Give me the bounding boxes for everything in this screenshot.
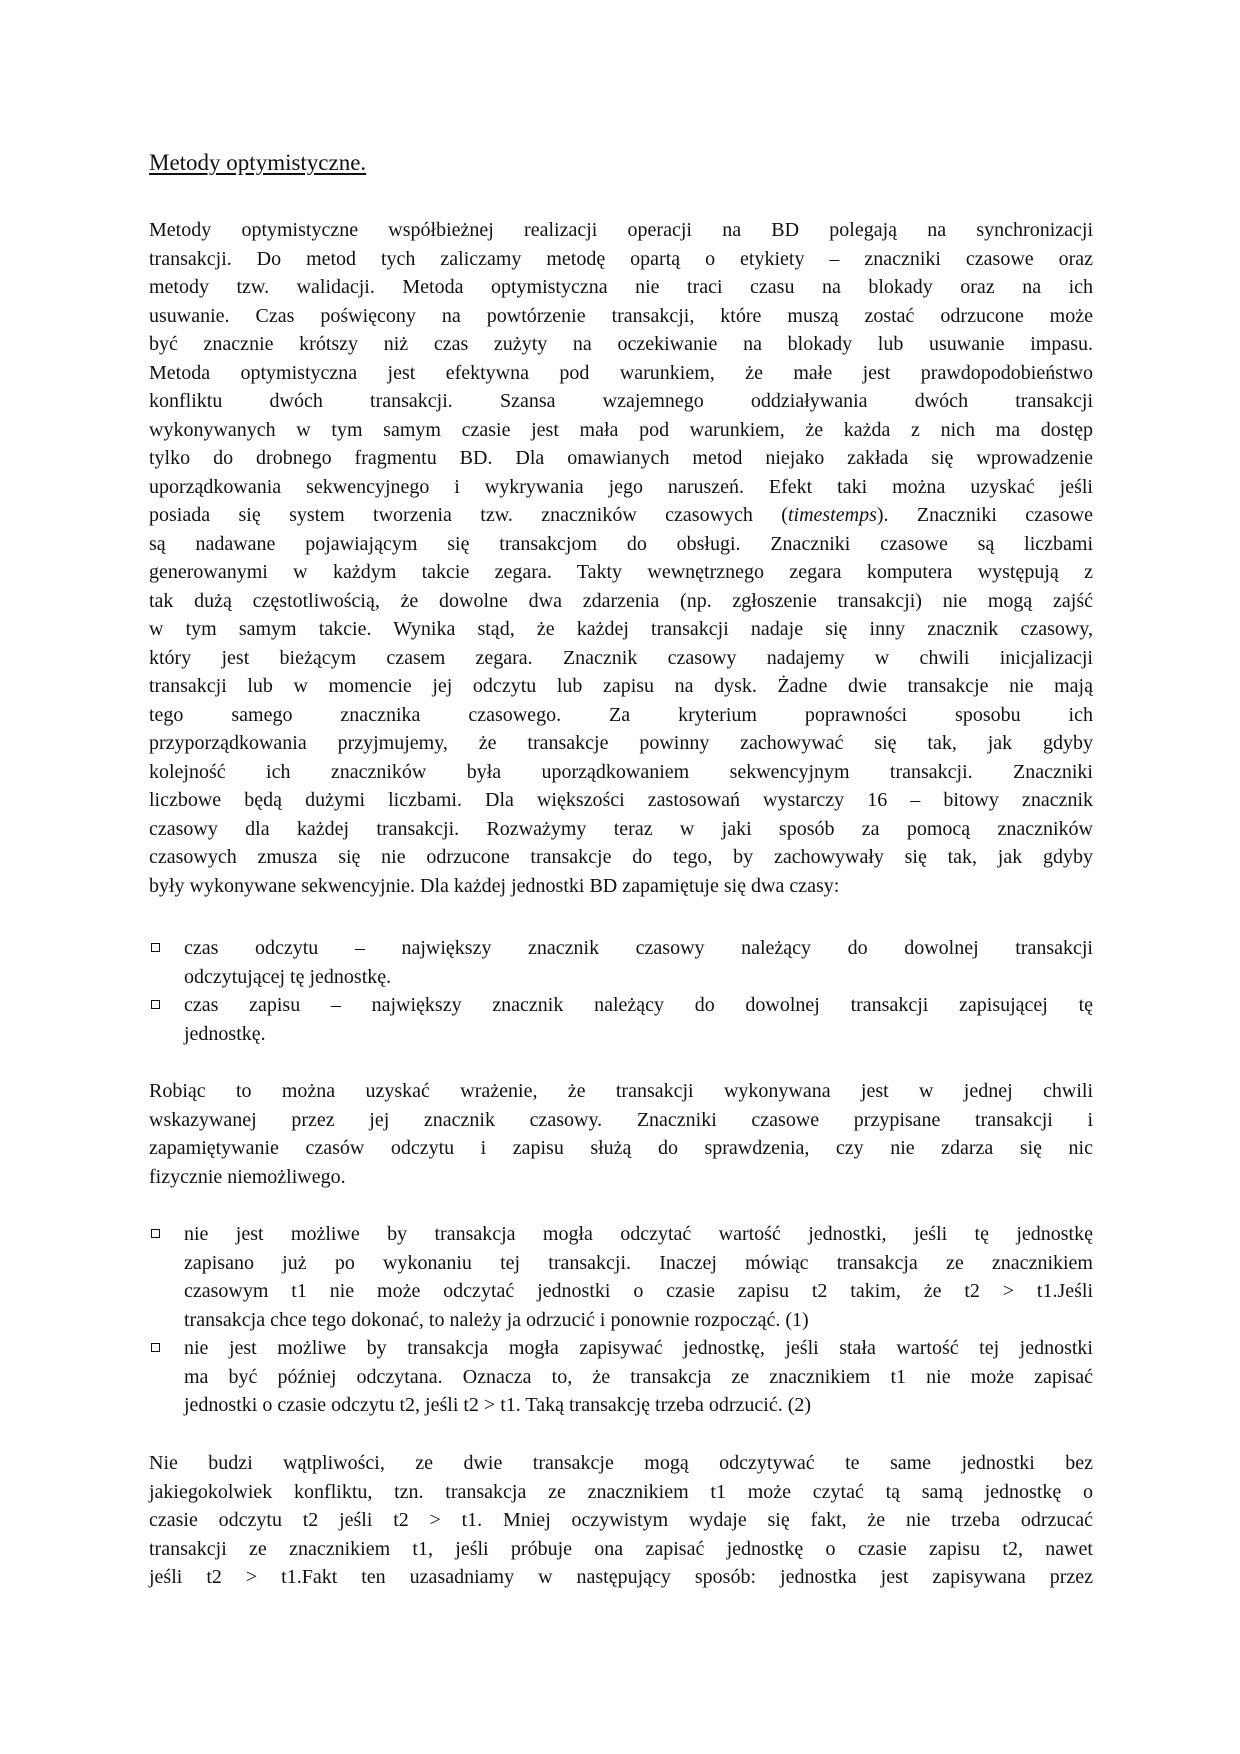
text-line: Robiąc to można uzyskać wrażenie, że transakcji wykonywana jest w jednej chwili — [149, 1080, 1093, 1102]
text-line: metody tzw. walidacji. Metoda optymistyczna nie traci czasu na blokady oraz na ich — [149, 276, 1093, 298]
paragraph-conflicts — [149, 1449, 1093, 1592]
text-line: wykonywanych w tym samym czasie jest mała pod warunkiem, że każda z nich ma dostęp — [149, 418, 1093, 441]
text-line: jednostkę. — [184, 1022, 266, 1045]
text-line: usuwanie. Czas poświęcony na powtórzenie transakcji, które muszą zostać odrzucone może — [149, 304, 1093, 327]
text-line: transakcja chce tego dokonać, to należy ja odrzucić i ponownie rozpocząć. (1) — [184, 1308, 809, 1331]
text-line: czasowym t1 nie może odczytać jednostki o czasie zapisu t2 takim, że t2 > t1.Jeśli — [184, 1280, 1093, 1302]
text-line: konfliktu dwóch transakcji. Szansa wzajemnego oddziaływania dwóch transakcji — [149, 390, 1093, 412]
text-line: generowanymi w każdym takcie zegara. Takty wewnętrznego zegara komputera występują z — [149, 561, 1093, 583]
text-line: Nie budzi wątpliwości, ze dwie transakcje mogą odczytywać te same jednostki bez — [149, 1452, 1093, 1474]
text-line: przyporządkowania przyjmujemy, że transakcje powinny zachowywać się tak, jak gdyby — [149, 732, 1093, 754]
italic-term: timestemps — [787, 504, 877, 526]
square-bullet-icon — [151, 1229, 160, 1238]
bullet-list-times — [149, 934, 1093, 1048]
text-line: zapisano już po wykonaniu tej transakcji. Inaczej mówiąc transakcja ze znacznikiem — [184, 1251, 1093, 1274]
text-line: tak dużą częstotliwością, że dowolne dwa zdarzenia (np. zgłoszenie transakcji) nie mogą zajść — [149, 589, 1093, 612]
paragraph-intro — [149, 216, 1093, 900]
text-line: transakcji lub w momencie jej odczytu lub zapisu na dysk. Żadne dwie transakcje nie mają — [149, 675, 1093, 697]
list-item — [149, 991, 1093, 1048]
text-line: czasie odczytu t2 jeśli t2 > t1. Mniej oczywistym wydaje się fakt, że nie trzeba odrzucać — [149, 1509, 1093, 1531]
text-line: odczytującej tę jednostkę. — [184, 965, 392, 988]
bullet-list-rules — [149, 1220, 1093, 1420]
text-line: nie jest możliwe by transakcja mogła odczytać wartość jednostki, jeśli tę jednostkę — [184, 1223, 1093, 1245]
text-line: ma być później odczytana. Oznacza to, że transakcja ze znacznikiem t1 nie może zapisać — [184, 1365, 1093, 1388]
list-item — [149, 1334, 1093, 1420]
document-title: Metody optymistyczne. — [149, 150, 367, 175]
text-line: w tym samym takcie. Wynika stąd, że każdej transakcji nadaje się inny znacznik czasowy, — [149, 618, 1093, 640]
text-line: posiada się system tworzenia tzw. znaczników czasowych (timestemps). Znaczniki czasowe — [149, 504, 1094, 526]
text-line: być znacznie krótszy niż czas zużyty na oczekiwanie na blokady lub usuwanie impasu. — [149, 333, 1093, 355]
text-line: czas zapisu – największy znacznik należący do dowolnej transakcji zapisującej tę — [184, 994, 1093, 1016]
list-item — [149, 934, 1093, 991]
text-line: transakcji ze znacznikiem t1, jeśli próbuje ona zapisać jednostkę o czasie zapisu t2, nawet — [149, 1537, 1093, 1560]
text-line: uporządkowania sekwencyjnego i wykrywania jego naruszeń. Efekt taki można uzyskać jeśli — [149, 475, 1093, 498]
text-line: nie jest możliwe by transakcja mogła zapisywać jednostkę, jeśli stała wartość tej jednostki — [184, 1337, 1093, 1359]
text-line: tylko do drobnego fragmentu BD. Dla omawianych metod niejako zakłada się wprowadzenie — [149, 447, 1093, 469]
text-line: fizycznie niemożliwego. — [149, 1165, 346, 1188]
text-line: jeśli t2 > t1.Fakt ten uzasadniamy w następujący sposób: jednostka jest zapisywana przez — [149, 1566, 1093, 1588]
square-bullet-icon — [151, 1343, 160, 1352]
text-line: transakcji. Do metod tych zaliczamy metodę opartą o etykiety – znaczniki czasowe oraz — [149, 247, 1093, 270]
text-line: kolejność ich znaczników była uporządkowaniem sekwencyjnym transakcji. Znaczniki — [149, 760, 1093, 783]
text-line: liczbowe będą dużymi liczbami. Dla większości zastosowań wystarczy 16 – bitowy znacznik — [149, 789, 1093, 811]
text-line: jakiegokolwiek konfliktu, tzn. transakcja ze znacznikiem t1 może czytać tą samą jednostkę o — [149, 1480, 1093, 1503]
text-line: który jest bieżącym czasem zegara. Znacznik czasowy nadajemy w chwili inicjalizacji — [149, 646, 1093, 669]
paragraph-impression — [149, 1077, 1093, 1191]
text-line: czasowych zmusza się nie odrzucone transakcje do tego, by zachowywały się tak, jak gdyby — [149, 846, 1093, 868]
list-item — [149, 1220, 1093, 1334]
text-line: tego samego znacznika czasowego. Za kryterium poprawności sposobu ich — [149, 703, 1093, 726]
text-fragment: ). Znaczniki czasowe — [876, 504, 1094, 526]
text-line: wskazywanej przez jej znacznik czasowy. Znaczniki czasowe przypisane transakcji i — [149, 1108, 1093, 1131]
text-line: czasowy dla każdej transakcji. Rozważymy teraz w jaki sposób za pomocą znaczników — [149, 817, 1093, 840]
square-bullet-icon — [151, 943, 160, 952]
square-bullet-icon — [151, 1000, 160, 1009]
text-line: Metody optymistyczne współbieżnej realizacji operacji na BD polegają na synchronizacji — [149, 219, 1093, 241]
text-line: są nadawane pojawiającym się transakcjom do obsługi. Znaczniki czasowe są liczbami — [149, 532, 1093, 555]
text-line: jednostki o czasie odczytu t2, jeśli t2 > t1. Taką transakcję trzeba odrzucić. (2) — [184, 1394, 812, 1416]
text-line: czas odczytu – największy znacznik czasowy należący do dowolnej transakcji — [184, 937, 1093, 959]
text-line: były wykonywane sekwencyjnie. Dla każdej jednostki BD zapamiętuje się dwa czasy: — [149, 874, 840, 897]
text-line: zapamiętywanie czasów odczytu i zapisu służą do sprawdzenia, czy nie zdarza się nic — [149, 1137, 1093, 1159]
text-line: Metoda optymistyczna jest efektywna pod warunkiem, że małe jest prawdopodobieństwo — [149, 361, 1093, 384]
